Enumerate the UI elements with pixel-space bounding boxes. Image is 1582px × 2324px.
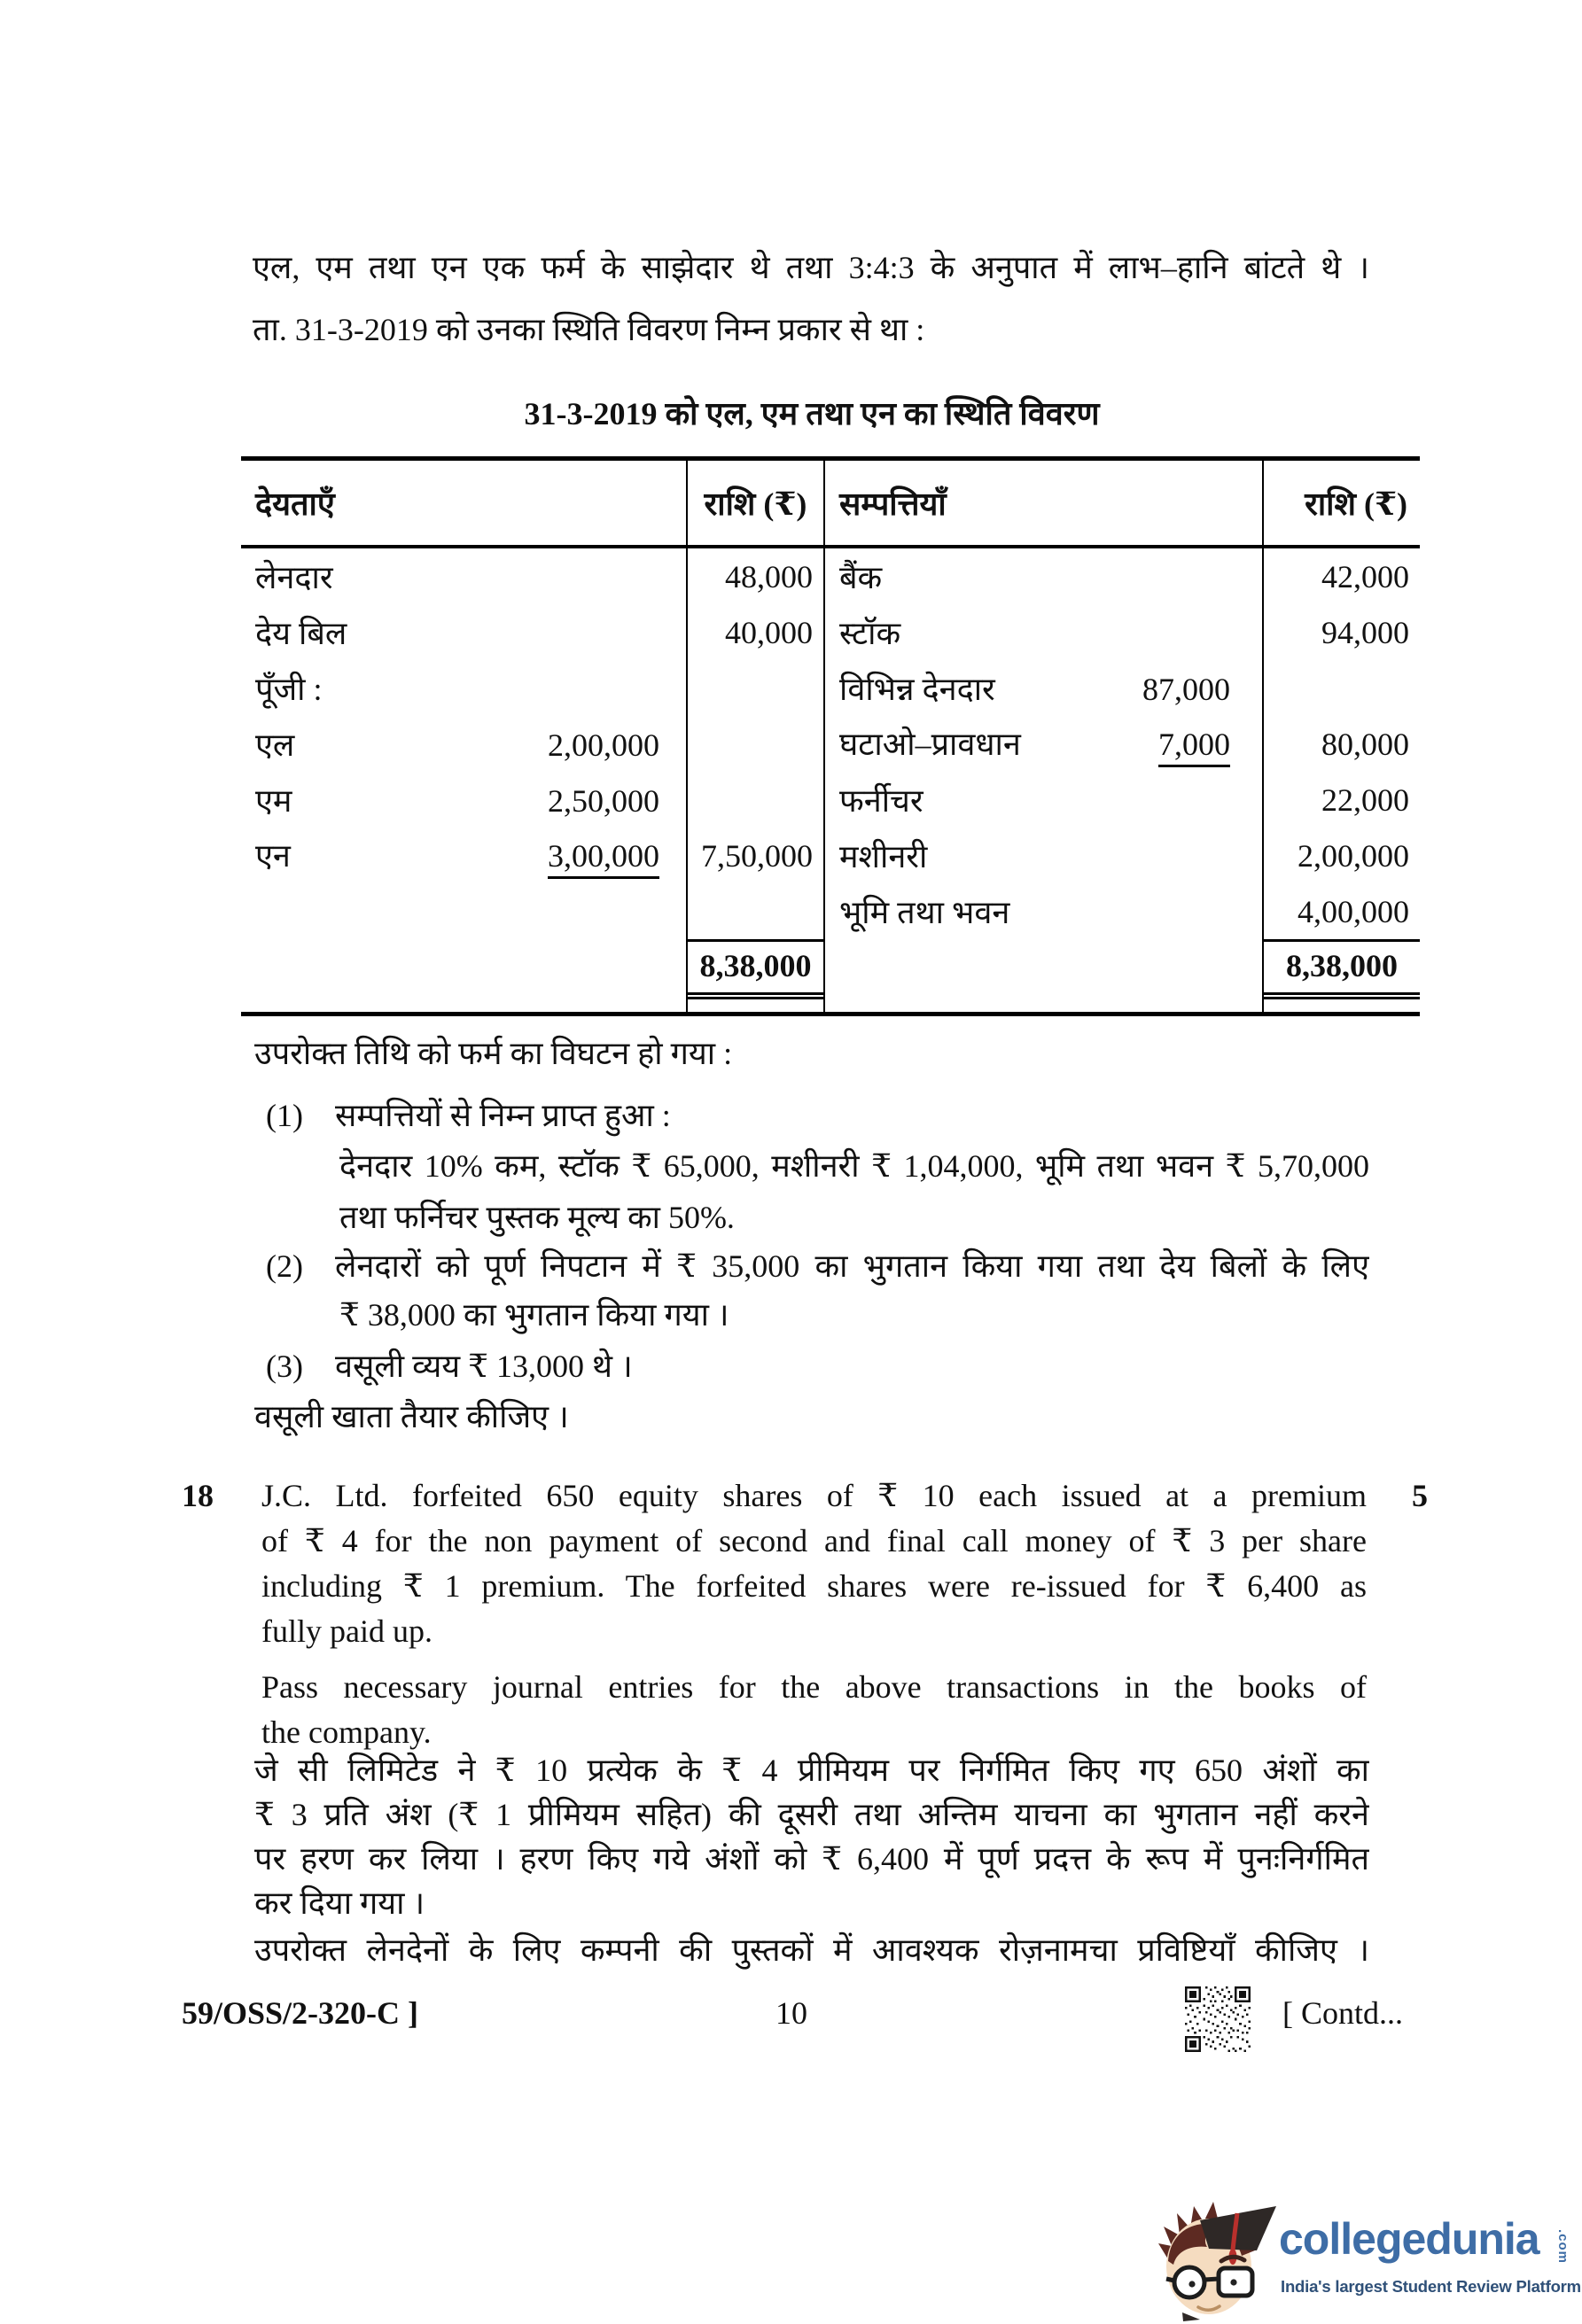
asset-amount: 22,000: [1321, 781, 1409, 818]
liability-name: एम: [255, 783, 292, 819]
brand-domain: .com: [1555, 2229, 1570, 2265]
column-header-amount-right: राशि (₹): [1263, 459, 1420, 548]
column-header-assets: सम्पत्तियाँ: [824, 459, 1263, 548]
statement-title: 31-3-2019 को एल, एम तथा एन का स्थिति विवरण: [524, 396, 1100, 431]
q18-hi-line-3: पर हरण कर लिया । हरण किए गये अंशों को ₹ 6,400 में पूर्ण प्रदत्त के रूप में पुनःनिर्गमित: [254, 1841, 1369, 1877]
brand-tagline: India's largest Student Review Platform: [1281, 2277, 1581, 2296]
column-header-liabilities: देयताएँ: [241, 459, 687, 548]
asset-amount: 42,000: [1321, 558, 1409, 595]
liability-sub-amount: 3,00,000: [548, 837, 659, 879]
q18-en-line-2: of ₹ 4 for the non payment of second and final call money of ₹ 3 per share: [261, 1523, 1367, 1558]
table-header-row: [241, 459, 1420, 548]
paper-code: 59/OSS/2-320-C ]: [182, 1995, 419, 2031]
dissolution-heading: उपरोक्त तिथि को फर्म का विघटन हो गया :: [254, 1036, 733, 1071]
liability-amount: 7,50,000: [687, 828, 824, 883]
liability-name: पूँजी :: [255, 672, 323, 707]
dissolution-closing: वसूली खाता तैयार कीजिए ।: [254, 1399, 569, 1434]
table-row: [241, 604, 1420, 660]
intro-line-1: एल, एम तथा एन एक फर्म के साझेदार थे तथा 3:4:3 के अनुपात में लाभ–हानि बांटते थे ।: [253, 250, 1369, 285]
table-row: [241, 772, 1420, 828]
total-liabilities: 8,38,000: [688, 939, 823, 999]
q18-hi-line-1: जे सी लिमिटेड ने ₹ 10 प्रत्येक के ₹ 4 प्रीमियम पर निर्गमित किए गए 650 अंशों का: [254, 1753, 1369, 1788]
asset-amount: [1263, 660, 1420, 716]
column-header-amount-left: राशि (₹): [687, 459, 824, 548]
liability-name: एन: [255, 837, 291, 874]
q18-en-line-3: including ₹ 1 premium. The forfeited shares were re-issued for ₹ 6,400 as: [261, 1568, 1367, 1604]
q18-hi-line-5: उपरोक्त लेनदेनों के लिए कम्पनी की पुस्तकों में आवश्यक रोज़नामचा प्रविष्टियाँ कीजिए ।: [254, 1932, 1369, 1968]
question-number: 18: [182, 1478, 214, 1513]
asset-name: मशीनरी: [839, 839, 928, 874]
q18-hi-line-4: कर दिया गया ।: [254, 1885, 425, 1921]
contd-label: [ Contd...: [1282, 1995, 1404, 2031]
collegedunia-logo: [1149, 2187, 1582, 2324]
q18-hi-line-2: ₹ 3 प्रति अंश (₹ 1 प्रीमियम सहित) की दूसरी तथा अन्तिम याचना का भुगतान नहीं करने: [254, 1797, 1369, 1832]
item-1-text-line-2: देनदार 10% कम, स्टॉक ₹ 65,000, मशीनरी ₹ 1,04,000, भूमि तथा भवन ₹ 5,70,000: [339, 1148, 1369, 1184]
table-row: [241, 883, 1420, 939]
balance-sheet-table: [241, 456, 1420, 1016]
liability-amount: 48,000: [687, 547, 824, 604]
liability-amount: [687, 772, 824, 828]
liability-name: लेनदार: [255, 560, 333, 595]
asset-name: विभिन्न देनदार: [839, 672, 995, 707]
asset-name: भूमि तथा भवन: [839, 895, 1010, 930]
table-row: [241, 828, 1420, 883]
asset-name: फर्नीचर: [839, 783, 923, 819]
student-mascot-icon: [1156, 2188, 1280, 2321]
qr-code-icon: [1185, 1986, 1251, 2052]
q18-en-line-1: J.C. Ltd. forfeited 650 equity shares of ₹ 10 each issued at a premium: [261, 1478, 1367, 1513]
item-2-text-line-2: ₹ 38,000 का भुगतान किया गया ।: [339, 1297, 729, 1333]
liability-name: देय बिल: [255, 616, 347, 651]
liability-sub-amount: 2,00,000: [548, 727, 659, 763]
question-marks: 5: [1412, 1478, 1428, 1513]
item-1-number: (1): [266, 1098, 303, 1133]
q18-en-line-5: Pass necessary journal entries for the above transactions in the books of: [261, 1669, 1367, 1705]
table-total-row: [241, 939, 1420, 1014]
item-2-text: लेनदारों को पूर्ण निपटान में ₹ 35,000 का भुगतान किया गया तथा देय बिलों के लिए: [335, 1248, 1369, 1284]
q18-en-line-6: the company.: [261, 1714, 432, 1750]
q18-en-line-4: fully paid up.: [261, 1613, 433, 1649]
asset-sub-amount: 7,000: [1158, 726, 1230, 767]
liability-name: एल: [255, 727, 295, 763]
asset-name: स्टॉक: [839, 616, 901, 651]
item-3-text: वसूली व्यय ₹ 13,000 थे ।: [335, 1349, 633, 1384]
page-number: 10: [775, 1995, 807, 2031]
liability-amount: [687, 660, 824, 716]
liability-amount: [687, 716, 824, 772]
liability-amount: 40,000: [687, 604, 824, 660]
asset-amount: 94,000: [1321, 614, 1409, 650]
table-row: [241, 660, 1420, 716]
asset-amount: 2,00,000: [1298, 837, 1409, 874]
item-1-text-line-3: तथा फर्निचर पुस्तक मूल्य का 50%.: [339, 1200, 735, 1235]
brand-wordmark: collegedunia: [1279, 2214, 1539, 2264]
item-1-text: सम्पत्तियों से निम्न प्राप्त हुआ :: [335, 1098, 671, 1133]
table-row: [241, 716, 1420, 772]
asset-amount: 80,000: [1321, 726, 1409, 762]
asset-sub-amount: 87,000: [1142, 672, 1230, 707]
liability-sub-amount: 2,50,000: [548, 783, 659, 819]
intro-line-2: ता. 31-3-2019 को उनका स्थिति विवरण निम्न प्रकार से था :: [253, 312, 925, 347]
item-2-number: (2): [266, 1248, 303, 1284]
table-row: [241, 547, 1420, 604]
asset-name: घटाओ–प्रावधान: [839, 726, 1021, 762]
asset-name: बैंक: [839, 560, 883, 595]
asset-amount: 4,00,000: [1298, 893, 1409, 929]
total-assets: 8,38,000: [1264, 939, 1420, 999]
item-3-number: (3): [266, 1349, 303, 1384]
